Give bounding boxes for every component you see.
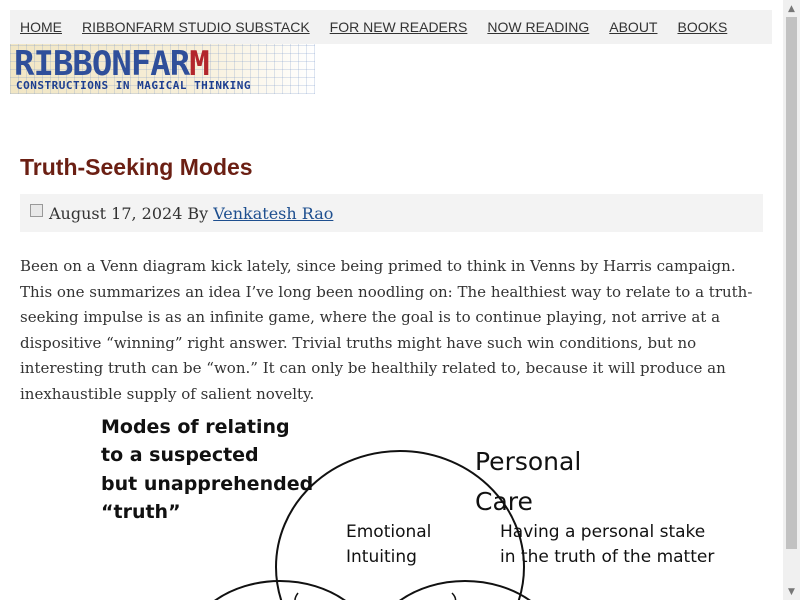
scribble-mark [295,593,310,600]
circle-label-line: Personal [475,447,582,476]
side-note-line: in the truth of the matter [500,547,715,567]
logo-title: RIBBONFARM [14,44,209,84]
venn-diagram-image [80,400,760,600]
side-note-line: Having a personal stake [500,522,706,542]
arrow-down-icon[interactable]: ▼ [788,586,795,597]
nav-for-new-readers[interactable]: FOR NEW READERS [329,19,468,35]
venn-circle [369,581,561,600]
nav-ribbonfarm-studio-substack[interactable]: RIBBONFARM STUDIO SUBSTACK [82,19,310,35]
diagram-heading-line: but unapprehended [101,473,314,495]
nav-books[interactable]: BOOKS [677,19,728,35]
author-link[interactable]: Venkatesh Rao [213,203,334,223]
scrollbar-thumb[interactable] [786,17,797,549]
diagram-heading-line: to a suspected [101,444,259,466]
post-by-label: By [187,203,209,223]
calendar-icon [30,204,43,217]
circle-label-line: Care [475,487,533,516]
diagram-heading-line: Modes of relating [101,416,290,438]
post-meta [20,194,763,232]
vertical-scrollbar[interactable] [783,0,800,600]
top-navigation [10,10,772,44]
center-label-line: Intuiting [346,547,417,567]
nav-home[interactable]: HOME [20,19,62,35]
arrow-up-icon[interactable]: ▲ [788,3,795,14]
site-logo[interactable] [10,44,315,94]
logo-tagline: CONSTRUCTIONS IN MAGICAL THINKING [16,79,252,92]
center-label-line: Emotional [346,522,432,542]
nav-about[interactable]: ABOUT [609,19,658,35]
post-paragraph: Been on a Venn diagram kick lately, since being primed to think in Venns by Harris campaign. This one summarizes an idea I’ve long been noodling on: The healthiest way to relate to a truth-seeking impulse is as an infinite game, where the goal is to continue playing, not arrive at a dispositive “winning” right answer. Trivial truths might have such win conditions, but no interesting truth can be “won.” It can only be healthily related to, because it will produce an inexhaustible supply of salient novelty. [20,257,753,403]
diagram-heading-line: “truth” [101,501,181,523]
post-title[interactable]: Truth-Seeking Modes [20,154,253,180]
scribble-mark [452,593,456,600]
nav-now-reading[interactable]: NOW READING [487,19,590,35]
post-date: August 17, 2024 [49,203,183,223]
